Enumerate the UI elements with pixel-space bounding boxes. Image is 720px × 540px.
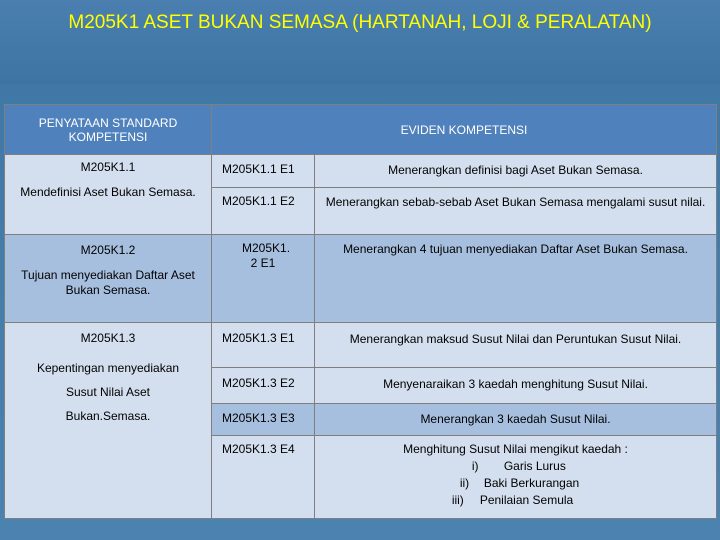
- evidence-text: Menghitung Susut Nilai mengikut kaedah :: [403, 442, 628, 456]
- table-header-row: [5, 105, 717, 155]
- list-item: [452, 475, 579, 492]
- standard-code: M205K1.1: [80, 160, 136, 174]
- table-row: [5, 235, 717, 323]
- evidence-text: Menerangkan sebab-sebab Aset Bukan Semasa mengalami susut nilai.: [315, 188, 717, 235]
- standard-statement: Tujuan menyediakan Daftar Aset Bukan Semasa.: [21, 268, 195, 297]
- standard-code: M205K1.2: [80, 243, 136, 257]
- evidence-text: Menerangkan 4 tujuan menyediakan Daftar Aset Bukan Semasa.: [315, 235, 717, 323]
- standard-statement: Mendefinisi Aset Bukan Semasa.: [20, 185, 196, 199]
- evidence-code: M205K1.3 E3: [212, 404, 315, 436]
- evidence-code: M205K1. 2 E1: [212, 235, 315, 323]
- header-evidence: EVIDEN KOMPETENSI: [212, 105, 717, 155]
- evidence-cell-list: [315, 436, 717, 519]
- list-text: Baki Berkurangan: [483, 476, 580, 490]
- slide-header: [0, 0, 720, 87]
- list-text: Garis Lurus: [503, 459, 566, 473]
- competency-table: [4, 104, 717, 519]
- evidence-text: Menerangkan maksud Susut Nilai dan Peruntukan Susut Nilai.: [315, 323, 717, 368]
- method-list: [452, 458, 579, 509]
- standard-cell-k13: [5, 323, 212, 519]
- evidence-code: M205K1.1 E2: [212, 188, 315, 235]
- list-text: Penilaian Semula: [479, 493, 574, 507]
- evidence-text: Menerangkan definisi bagi Aset Bukan Semasa.: [315, 155, 717, 188]
- evidence-code: M205K1.3 E2: [212, 368, 315, 404]
- evidence-code: M205K1.3 E1: [212, 323, 315, 368]
- standard-code: M205K1.3: [80, 331, 136, 345]
- evidence-code: M205K1.3 E4: [212, 436, 315, 519]
- evidence-text: Menerangkan 3 kaedah Susut Nilai.: [315, 404, 717, 436]
- header-standard: PENYATAAN STANDARD KOMPETENSI: [5, 105, 212, 155]
- list-number: ii): [459, 476, 470, 490]
- list-item: [452, 458, 579, 475]
- standard-statement: Kepentingan menyediakan Susut Nilai Aset Bukan.Semasa.: [36, 361, 180, 423]
- list-item: [452, 492, 579, 509]
- evidence-text: Menyenaraikan 3 kaedah menghitung Susut Nilai.: [315, 368, 717, 404]
- list-number: i): [471, 459, 479, 473]
- slide-title: M205K1 ASET BUKAN SEMASA (HARTANAH, LOJI & PERALATAN): [68, 12, 652, 33]
- standard-cell-k12: [5, 235, 212, 323]
- table-row: [5, 155, 717, 188]
- evidence-code: M205K1.1 E1: [212, 155, 315, 188]
- standard-cell-k11: [5, 155, 212, 235]
- table-row: [5, 323, 717, 368]
- list-number: iii): [451, 493, 464, 507]
